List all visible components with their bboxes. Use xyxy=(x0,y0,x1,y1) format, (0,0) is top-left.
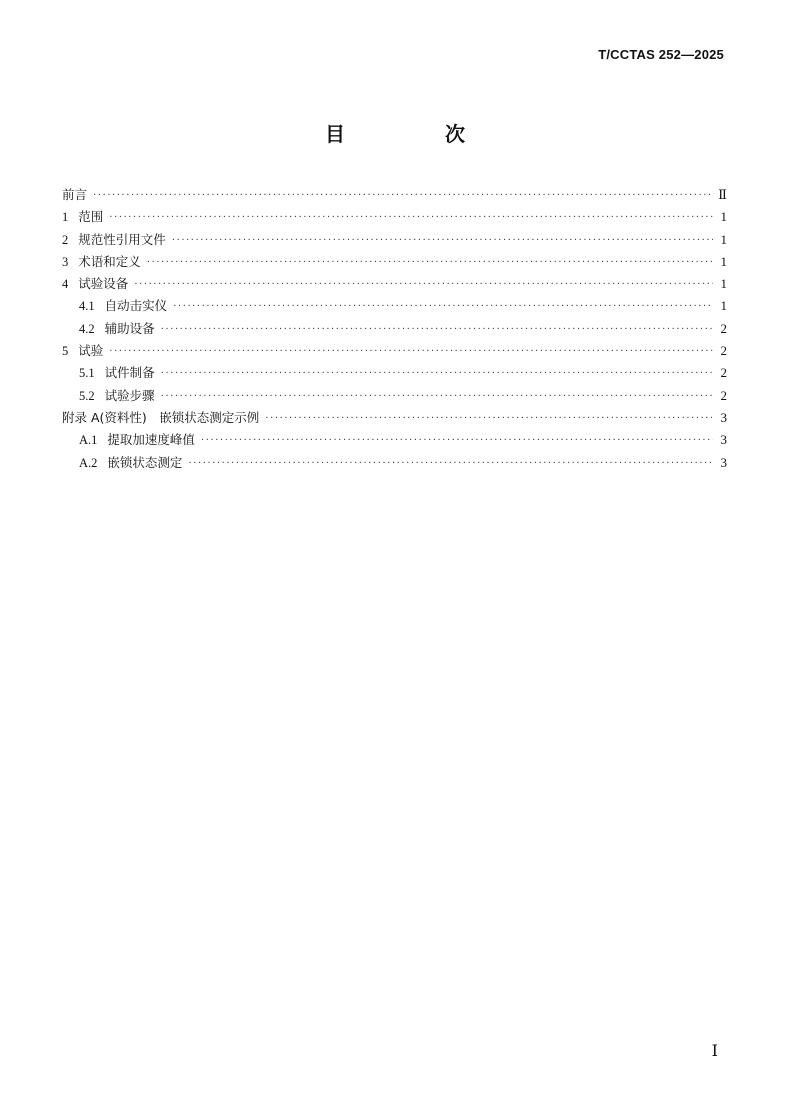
toc-entry-number: 4.1 xyxy=(79,299,95,314)
toc-entry-page: 2 xyxy=(720,387,727,403)
toc-entry-page: 1 xyxy=(720,231,727,247)
toc-entry-label: 术语和定义 xyxy=(78,253,141,269)
toc-entry-number: A.2 xyxy=(79,455,98,470)
toc-entry[interactable] xyxy=(62,206,727,228)
toc-entry-number: 4.2 xyxy=(79,321,95,336)
toc-entry[interactable] xyxy=(62,295,727,317)
toc-entry-number: 5 xyxy=(62,344,69,359)
toc-leader-dots xyxy=(161,319,713,341)
toc-entry-page: 1 xyxy=(720,253,727,269)
toc-entry[interactable] xyxy=(62,407,727,429)
toc-entry-number: 3 xyxy=(62,254,69,269)
toc-leader-dots xyxy=(265,408,713,430)
toc-entry-title xyxy=(79,429,195,451)
toc-entry[interactable] xyxy=(62,273,727,295)
toc-entry-title xyxy=(79,452,182,474)
toc-entry-label: 规范性引用文件 xyxy=(78,231,166,247)
document-code: T/CCTAS 252—2025 xyxy=(598,47,724,62)
toc-entry-title xyxy=(62,206,103,228)
toc-entry-page: 1 xyxy=(720,276,727,292)
toc-entry-page: 1 xyxy=(720,209,727,225)
toc-entry-number: 4 xyxy=(62,277,69,292)
toc-entry-title xyxy=(79,362,155,384)
toc-entry-label: 前言 xyxy=(62,187,88,202)
toc-entry-page: 2 xyxy=(720,320,727,336)
toc-entry-label: 试验 xyxy=(78,343,104,359)
toc-entry-title xyxy=(79,295,167,317)
toc-entry-page: 1 xyxy=(720,298,727,314)
toc-entry[interactable] xyxy=(62,251,727,273)
toc-leader-dots xyxy=(161,386,713,408)
toc-leader-dots xyxy=(93,185,713,207)
toc-entry-label: 试验设备 xyxy=(78,276,129,292)
toc-entry-number: 1 xyxy=(62,210,69,225)
toc-leader-dots xyxy=(109,207,713,229)
toc-entry-number: 5.2 xyxy=(79,388,95,403)
toc-leader-dots xyxy=(201,430,713,452)
toc-entry[interactable] xyxy=(62,452,727,474)
toc-entry-label: 试验步骤 xyxy=(104,387,155,403)
toc-entry-number: A.1 xyxy=(79,433,98,448)
toc-entry-title xyxy=(79,385,155,407)
toc-entry-label: 附录 A(资料性) 嵌锁状态测定示例 xyxy=(62,409,260,425)
toc-entry[interactable] xyxy=(62,362,727,384)
toc-leader-dots xyxy=(173,296,713,318)
toc-leader-dots xyxy=(172,230,713,252)
page-number: Ⅰ xyxy=(711,1043,718,1060)
toc-entry-title xyxy=(62,273,128,295)
toc-entry-page: 3 xyxy=(720,409,727,425)
toc-leader-dots xyxy=(134,274,713,296)
toc-entry-number: 5.1 xyxy=(79,366,95,381)
table-of-contents xyxy=(62,184,727,474)
toc-entry-label: 试件制备 xyxy=(104,365,155,381)
toc-entry-page: 3 xyxy=(720,454,727,470)
toc-leader-dots xyxy=(147,252,713,274)
toc-leader-dots xyxy=(109,341,713,363)
toc-entry-page: 2 xyxy=(720,343,727,359)
toc-entry-page: 3 xyxy=(720,432,727,448)
toc-entry-title xyxy=(79,318,155,340)
toc-entry[interactable] xyxy=(62,318,727,340)
toc-entry-title xyxy=(62,340,103,362)
toc-entry-label: 辅助设备 xyxy=(104,320,155,336)
toc-entry-label: 范围 xyxy=(78,209,104,225)
toc-entry-label: 自动击实仪 xyxy=(104,298,168,314)
toc-entry-page: Ⅱ xyxy=(718,187,727,202)
toc-entry-label: 提取加速度峰值 xyxy=(107,432,195,448)
toc-entry-page: 2 xyxy=(720,365,727,381)
toc-entry[interactable] xyxy=(62,229,727,251)
toc-leader-dots xyxy=(161,363,713,385)
toc-entry[interactable] xyxy=(62,385,727,407)
toc-entry-number: 2 xyxy=(62,232,69,247)
toc-entry-title xyxy=(62,184,87,206)
toc-entry[interactable] xyxy=(62,184,727,206)
toc-entry-title xyxy=(62,251,141,273)
page-title: 目 次 xyxy=(325,122,505,146)
toc-entry-title xyxy=(62,229,166,251)
toc-entry[interactable] xyxy=(62,340,727,362)
toc-leader-dots xyxy=(188,453,713,475)
toc-entry-title xyxy=(62,407,259,429)
toc-entry-label: 嵌锁状态测定 xyxy=(107,454,183,470)
toc-entry[interactable] xyxy=(62,429,727,451)
